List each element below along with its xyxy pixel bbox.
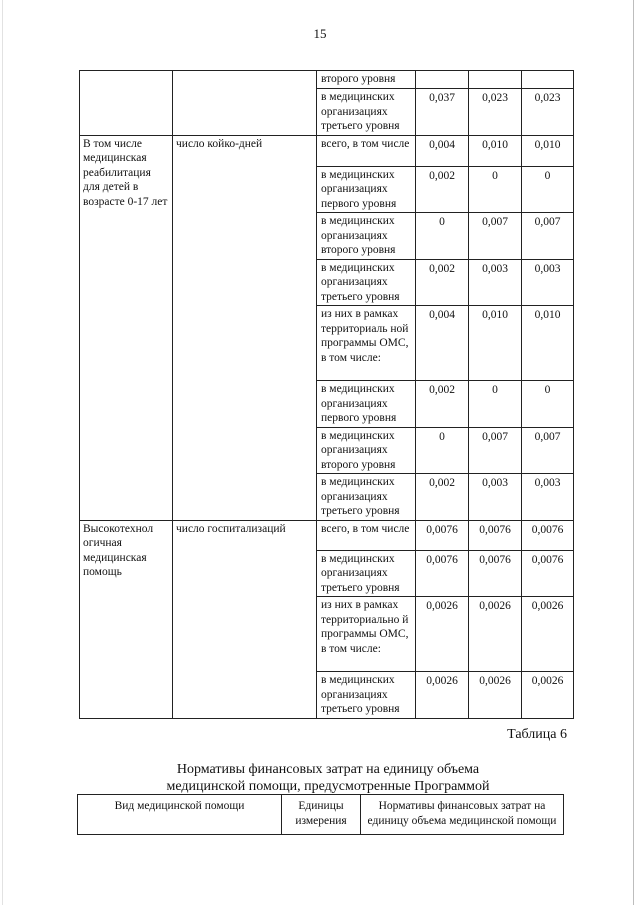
sub-cell: всего, в том числе xyxy=(317,135,416,166)
table-title xyxy=(80,761,576,795)
sub-cell: в медицинских организациях третьего уровня xyxy=(317,474,416,521)
value-cell: 0,0076 xyxy=(416,520,469,550)
group-cell xyxy=(80,71,173,136)
sub-cell: в медицинских организациях второго уровня xyxy=(317,213,416,260)
value-cell: 0,007 xyxy=(522,427,574,474)
table-title-line-2: медицинской помощи, предусмотренные Программой xyxy=(166,779,490,794)
value-cell: 0,0076 xyxy=(469,550,522,597)
value-cell: 0,0076 xyxy=(416,550,469,597)
value-cell: 0,0026 xyxy=(416,597,469,672)
value-cell: 0,0076 xyxy=(522,550,574,597)
value-cell: 0,0026 xyxy=(522,672,574,719)
value-cell: 0,010 xyxy=(469,306,522,381)
table-header-row xyxy=(78,795,564,835)
value-cell: 0,023 xyxy=(522,89,574,136)
sub-cell: в медицинских организациях третьего уровня xyxy=(317,672,416,719)
table-caption: Таблица 6 xyxy=(507,727,567,742)
sub-cell: из них в рамках территориально й программы ОМС, в том числе: xyxy=(317,597,416,672)
value-cell: 0,023 xyxy=(469,89,522,136)
unit-cell: число госпитализаций xyxy=(173,520,317,718)
value-cell: 0,002 xyxy=(416,166,469,213)
value-cell: 0,007 xyxy=(469,427,522,474)
value-cell: 0,002 xyxy=(416,259,469,306)
value-cell: 0 xyxy=(522,381,574,428)
value-cell: 0,003 xyxy=(522,259,574,306)
sub-cell: второго уровня xyxy=(317,71,416,89)
value-cell: 0,0026 xyxy=(469,672,522,719)
page-edge-left xyxy=(2,0,3,905)
value-cell: 0,0076 xyxy=(522,520,574,550)
page-number: 15 xyxy=(313,26,327,41)
value-cell: 0,003 xyxy=(522,474,574,521)
value-cell: 0,0026 xyxy=(469,597,522,672)
value-cell xyxy=(522,71,574,89)
sub-cell: в медицинских организациях третьего уровня xyxy=(317,89,416,136)
value-cell: 0,010 xyxy=(469,135,522,166)
value-cell: 0 xyxy=(416,427,469,474)
group-cell: Высокотехнол огичная медицинская помощь xyxy=(80,520,173,718)
sub-cell: в медицинских организациях первого уровня xyxy=(317,381,416,428)
unit-cell xyxy=(173,71,317,136)
value-cell xyxy=(469,71,522,89)
value-cell: 0,002 xyxy=(416,381,469,428)
value-cell: 0,003 xyxy=(469,474,522,521)
sub-cell: всего, в том числе xyxy=(317,520,416,550)
column-header: Нормативы финансовых затрат на единицу объема медицинской помощи xyxy=(361,795,564,835)
value-cell: 0,0026 xyxy=(416,672,469,719)
value-cell: 0,004 xyxy=(416,306,469,381)
sub-cell: в медицинских организациях второго уровня xyxy=(317,427,416,474)
value-cell: 0,007 xyxy=(522,213,574,260)
value-cell: 0,0026 xyxy=(522,597,574,672)
financial-norms-table xyxy=(77,794,564,835)
table-row xyxy=(80,71,574,89)
value-cell: 0,0076 xyxy=(469,520,522,550)
value-cell: 0,003 xyxy=(469,259,522,306)
value-cell: 0 xyxy=(416,213,469,260)
value-cell: 0,002 xyxy=(416,474,469,521)
value-cell: 0,004 xyxy=(416,135,469,166)
sub-cell: из них в рамках территориаль ной программы ОМС, в том числе: xyxy=(317,306,416,381)
value-cell: 0 xyxy=(469,381,522,428)
value-cell: 0 xyxy=(469,166,522,213)
group-cell: В том числе медицинская реабилитация для детей в возрасте 0-17 лет xyxy=(80,135,173,520)
value-cell: 0,010 xyxy=(522,306,574,381)
value-cell xyxy=(416,71,469,89)
value-cell: 0,037 xyxy=(416,89,469,136)
sub-cell: в медицинских организациях третьего уровня xyxy=(317,550,416,597)
page-edge-right xyxy=(633,0,634,905)
unit-cell: число койко-дней xyxy=(173,135,317,520)
table-row xyxy=(80,520,574,550)
value-cell: 0 xyxy=(522,166,574,213)
value-cell: 0,007 xyxy=(469,213,522,260)
table-title-line-1: Нормативы финансовых затрат на единицу объема xyxy=(176,762,480,777)
sub-cell: в медицинских организациях третьего уровня xyxy=(317,259,416,306)
value-cell: 0,010 xyxy=(522,135,574,166)
sub-cell: в медицинских организациях первого уровня xyxy=(317,166,416,213)
column-header: Единицы измерения xyxy=(282,795,361,835)
column-header: Вид медицинской помощи xyxy=(78,795,282,835)
volume-norms-table xyxy=(79,70,574,719)
table-row xyxy=(80,135,574,166)
